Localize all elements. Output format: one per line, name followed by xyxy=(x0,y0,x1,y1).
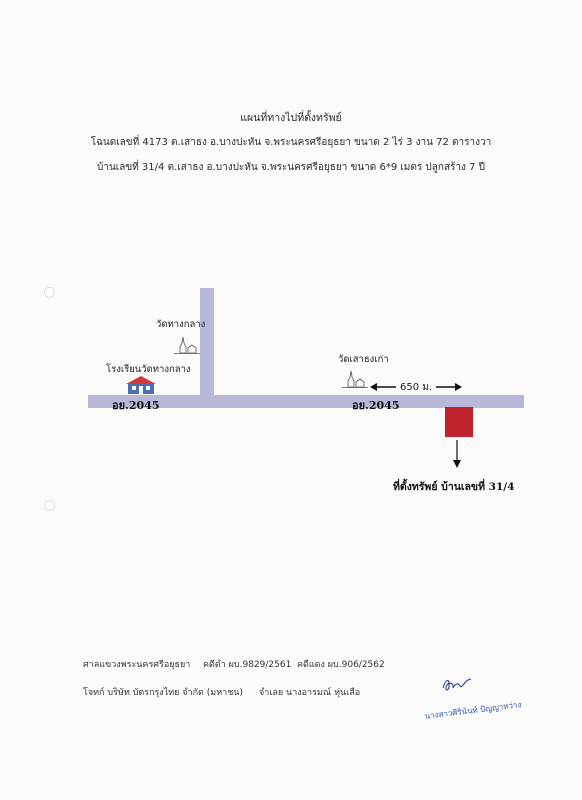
property-marker xyxy=(445,407,473,437)
distance-label: 650 ม. xyxy=(400,382,433,393)
school-icon xyxy=(124,375,158,395)
signer-stamp: นางสาวศิรินันท์ ปัญญาหว่าง xyxy=(424,700,522,721)
defendant: จำเลย นางอารมณ์ หุ่นเสือ xyxy=(259,688,361,698)
temple-left-label: วัดทางกลาง xyxy=(156,319,206,330)
signature-icon xyxy=(440,676,474,694)
side-road xyxy=(200,288,214,398)
temple-icon xyxy=(172,333,202,355)
temple-icon xyxy=(340,367,370,389)
school-label: โรงเรียนวัดทางกลาง xyxy=(106,364,191,375)
map-title: แผนที่ทางไปที่ตั้งทรัพย์ xyxy=(240,112,342,124)
case-black-number: คดีดำ ผบ.9829/2561 xyxy=(203,660,292,670)
arrow-down-icon xyxy=(451,440,463,468)
punch-hole-top xyxy=(44,287,55,298)
distance-arrow-left-icon xyxy=(370,382,398,392)
punch-hole-bottom xyxy=(44,500,55,511)
temple-right-label: วัดเสาธงเก่า xyxy=(338,354,389,365)
court-name: ศาลแขวงพระนครศรีอยุธยา xyxy=(83,660,191,670)
distance-arrow-right-icon xyxy=(434,382,462,392)
case-red-number: คดีแดง ผบ.906/2562 xyxy=(297,660,385,670)
property-label: ที่ตั้งทรัพย์ บ้านเลขที่ 31/4 xyxy=(393,481,515,493)
house-info: บ้านเลขที่ 31/4 ต.เสาธง อ.บางปะหัน จ.พระนครศรีอยุธยา ขนาด 6*9 เมตร ปลูกสร้าง 7 ปี xyxy=(96,162,485,173)
road-number-right: อย.2045 xyxy=(352,399,400,412)
deed-info: โฉนดเลขที่ 4173 ต.เสาธง อ.บางปะหัน จ.พระนครศรีอยุธยา ขนาด 2 ไร่ 3 งาน 72 ตารางวา xyxy=(90,137,492,148)
road-number-left: อย.2045 xyxy=(112,399,160,412)
plaintiff: โจทก์ บริษัท บัตรกรุงไทย จำกัด (มหาชน) xyxy=(83,688,243,698)
